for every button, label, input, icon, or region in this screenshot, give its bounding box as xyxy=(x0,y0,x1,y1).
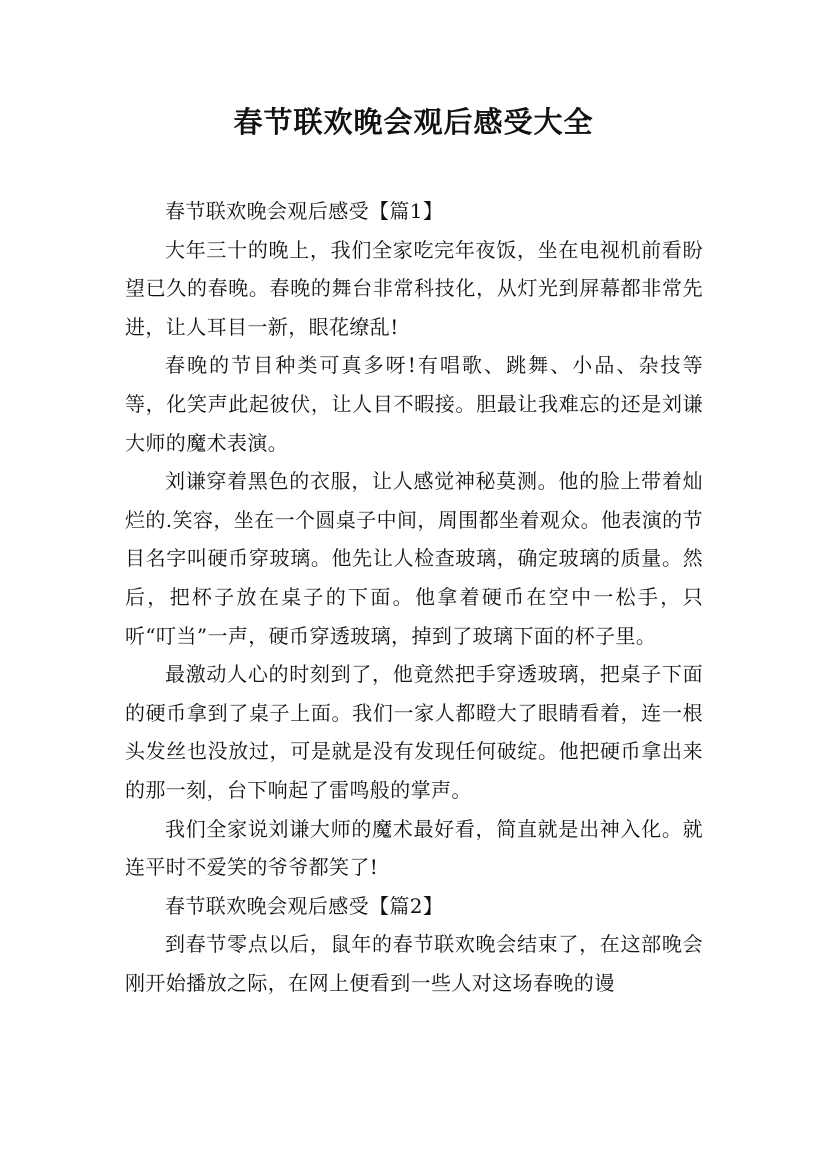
paragraph: 春晚的节目种类可真多呀!有唱歌、跳舞、小品、杂技等等，化笑声此起彼伏，让人目不暇接。胆最让我难忘的还是刘谦大师的魔术表演。 xyxy=(125,353,703,455)
section-heading-1: 春节联欢晚会观后感受【篇1】 xyxy=(165,199,444,223)
paragraph: 大年三十的晚上，我们全家吃完年夜饭，坐在电视机前看盼望已久的春晚。春晚的舞台非常科技化，从灯光到屏幕都非常先进，让人耳目一新，眼花缭乱! xyxy=(125,237,703,339)
paragraph: 刘谦穿着黑色的衣服，让人感觉神秘莫测。他的脸上带着灿烂的.笑容，坐在一个圆桌子中间，周围都坐着观众。他表演的节目名字叫硬币穿玻璃。他先让人检查玻璃，确定玻璃的质量。然后，把杯子放在桌子的下面。他拿着硬币在空中一松手，只听“叮当”一声，硬币穿透玻璃，掉到了玻璃下面的杯子里。 xyxy=(125,469,703,648)
paragraph: 到春节零点以后，鼠年的春节联欢晚会结束了，在这部晚会刚开始播放之际，在网上便看到一些人对这场春晚的谩 xyxy=(125,932,703,995)
paragraph: 我们全家说刘谦大师的魔术最好看，简直就是出神入化。就连平时不爱笑的爷爷都笑了! xyxy=(125,816,703,880)
paragraph: 最激动人心的时刻到了，他竟然把手穿透玻璃，把桌子下面的硬币拿到了桌子上面。我们一家人都瞪大了眼睛看着，连一根头发丝也没放过，可是就是没有发现任何破绽。他把硬币拿出来的那一刻，台下响起了雷鸣般的掌声。 xyxy=(125,662,703,802)
document-body xyxy=(125,192,703,1002)
section-heading-2: 春节联欢晚会观后感受【篇2】 xyxy=(165,893,444,918)
document-title: 春节联欢晚会观后感受大全 xyxy=(233,105,594,139)
